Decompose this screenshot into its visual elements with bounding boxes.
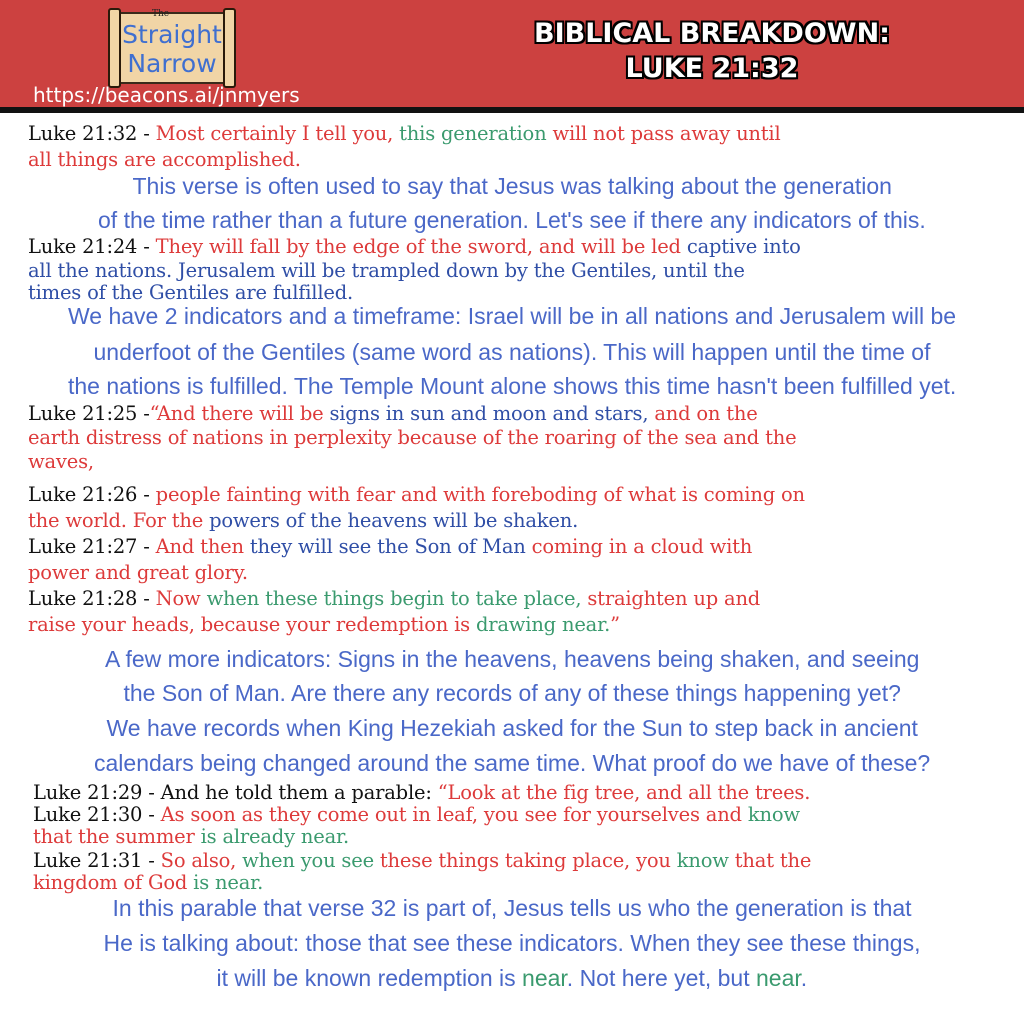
text-segment: all the nations. Jerusalem will be trampled down by the Gentiles, until the (28, 258, 745, 282)
text-segment: when these things begin to take place, (206, 586, 588, 610)
text-segment: calendars being changed around the same time. What proof do we have of these? (94, 750, 931, 776)
verse-line (28, 149, 301, 170)
commentary-line (68, 303, 956, 329)
verse-line (33, 826, 349, 847)
text-segment: ” (610, 612, 620, 636)
text-segment: know (747, 802, 800, 826)
verse-line (28, 588, 760, 609)
text-segment: people fainting with fear and with foreboding of what is coming on (155, 482, 805, 506)
verse-line (28, 260, 745, 281)
text-segment: This verse is often used to say that Jesus was talking about the generation (132, 173, 892, 199)
verse-line (28, 510, 578, 531)
text-segment: Luke 21:28 - (28, 586, 156, 610)
text-segment: all things are accomplished. (28, 147, 301, 171)
commentary-line (124, 680, 901, 706)
text-segment: will not pass away until (552, 121, 781, 145)
text-segment: earth distress of nations in perplexity because of the roaring of the sea and the (28, 425, 797, 449)
text-segment: Luke 21:26 - (28, 482, 156, 506)
text-segment: drawing near. (475, 612, 611, 636)
text-segment: near (756, 965, 801, 991)
text-segment: In this parable that verse 32 is part of, Jesus tells us who the generation is that (112, 895, 912, 921)
verse-line (28, 614, 620, 635)
text-segment: We have 2 indicators and a timeframe: Israel will be in all nations and Jerusalem will be (68, 303, 957, 329)
text-segment: He is talking about: those that see these indicators. When they see these things, (103, 930, 921, 956)
text-segment: Luke 21:31 - (33, 848, 161, 872)
text-segment: Luke 21:24 - (28, 234, 156, 258)
verse-line (28, 427, 796, 448)
beacons-link[interactable]: https://beacons.ai/jnmyers (33, 83, 300, 107)
text-segment: power and great glory. (28, 560, 248, 584)
verse-line (33, 804, 800, 825)
text-segment: . (800, 965, 808, 991)
text-segment: Luke 21:25 - (28, 401, 150, 425)
verse-line (33, 850, 811, 871)
verse-line (28, 562, 248, 583)
text-segment: know (676, 848, 735, 872)
text-segment: the nations is fulfilled. The Temple Mount alone shows this time hasn't been fulfilled yet. (68, 373, 957, 399)
page-title-line2: LUKE 21:32 (625, 53, 799, 84)
commentary-line (104, 930, 921, 956)
text-segment: times of the Gentiles are fulfilled. (28, 280, 353, 304)
text-segment: captive into (686, 234, 801, 258)
text-segment: And then (155, 534, 250, 558)
verse-line (33, 782, 810, 803)
text-segment: is near. (193, 870, 264, 894)
verse-line (28, 123, 781, 144)
text-segment: Luke 21:27 - (28, 534, 156, 558)
commentary-line (217, 965, 808, 991)
commentary-line (105, 646, 919, 672)
text-segment: the world. For the (28, 508, 210, 532)
text-segment: straighten up and (587, 586, 761, 610)
commentary-line (98, 207, 926, 233)
logo-the: The (152, 9, 170, 19)
text-segment: We have records when King Hezekiah asked for the Sun to step back in ancient (106, 715, 918, 741)
text-segment: these things taking place, you (379, 848, 677, 872)
text-segment: kingdom of God (33, 870, 194, 894)
text-segment: the Son of Man. Are there any records of any of these things happening yet? (123, 680, 901, 706)
verse-line (28, 451, 94, 472)
commentary-line (107, 715, 918, 741)
commentary-line (68, 373, 956, 399)
text-segment: signs in sun and moon and stars, (329, 401, 655, 425)
verse-line (28, 484, 805, 505)
text-segment: is already near. (200, 824, 350, 848)
verse-line (28, 282, 353, 303)
text-segment: “Look at the fig tree, and all the trees. (437, 780, 811, 804)
text-segment: Most certainly I tell you, (155, 121, 400, 145)
text-segment: Now (155, 586, 207, 610)
logo-narrow: Narrow (127, 49, 217, 78)
page-title-line1: BIBLICAL BREAKDOWN: (534, 18, 890, 49)
header-banner (0, 0, 1024, 107)
text-segment: raise your heads, because your redemption is (28, 612, 476, 636)
verse-line (28, 403, 758, 424)
text-segment: coming in a cloud with (531, 534, 753, 558)
text-segment: So also, (160, 848, 243, 872)
text-segment: waves, (28, 449, 94, 473)
header-divider (0, 107, 1024, 113)
commentary-line (94, 750, 930, 776)
text-segment: and on the (654, 401, 758, 425)
text-segment: they will see the Son of Man (249, 534, 532, 558)
text-segment: As soon as they come out in leaf, you see for yourselves and (160, 802, 748, 826)
text-segment: that the (734, 848, 812, 872)
verse-line (33, 872, 263, 893)
text-segment: Luke 21:32 - (28, 121, 156, 145)
text-segment: They will fall by the edge of the sword, and will be led (155, 234, 687, 258)
logo-straight: Straight (122, 20, 222, 49)
text-segment: Luke 21:29 - And he told them a parable: (33, 780, 438, 804)
text-segment: that the summer (33, 824, 201, 848)
text-segment: near (522, 965, 567, 991)
verse-line (28, 536, 752, 557)
commentary-line (113, 895, 912, 921)
straight-narrow-scroll-logo (108, 6, 236, 84)
text-segment: this generation (399, 121, 553, 145)
text-segment: it will be known redemption is (216, 965, 523, 991)
verse-line (28, 236, 801, 257)
text-segment: Luke 21:30 - (33, 802, 161, 826)
text-segment: underfoot of the Gentiles (same word as nations). This will happen until the time of (93, 339, 931, 365)
commentary-line (133, 173, 892, 199)
text-segment: when you see (242, 848, 380, 872)
text-segment: . Not here yet, but (566, 965, 757, 991)
text-segment: “And there will be (149, 401, 330, 425)
text-segment: of the time rather than a future generation. Let's see if there any indicators of this. (98, 207, 926, 233)
text-segment: A few more indicators: Signs in the heavens, heavens being shaken, and seeing (105, 646, 920, 672)
commentary-line (94, 339, 931, 365)
text-segment: powers of the heavens will be shaken. (209, 508, 579, 532)
